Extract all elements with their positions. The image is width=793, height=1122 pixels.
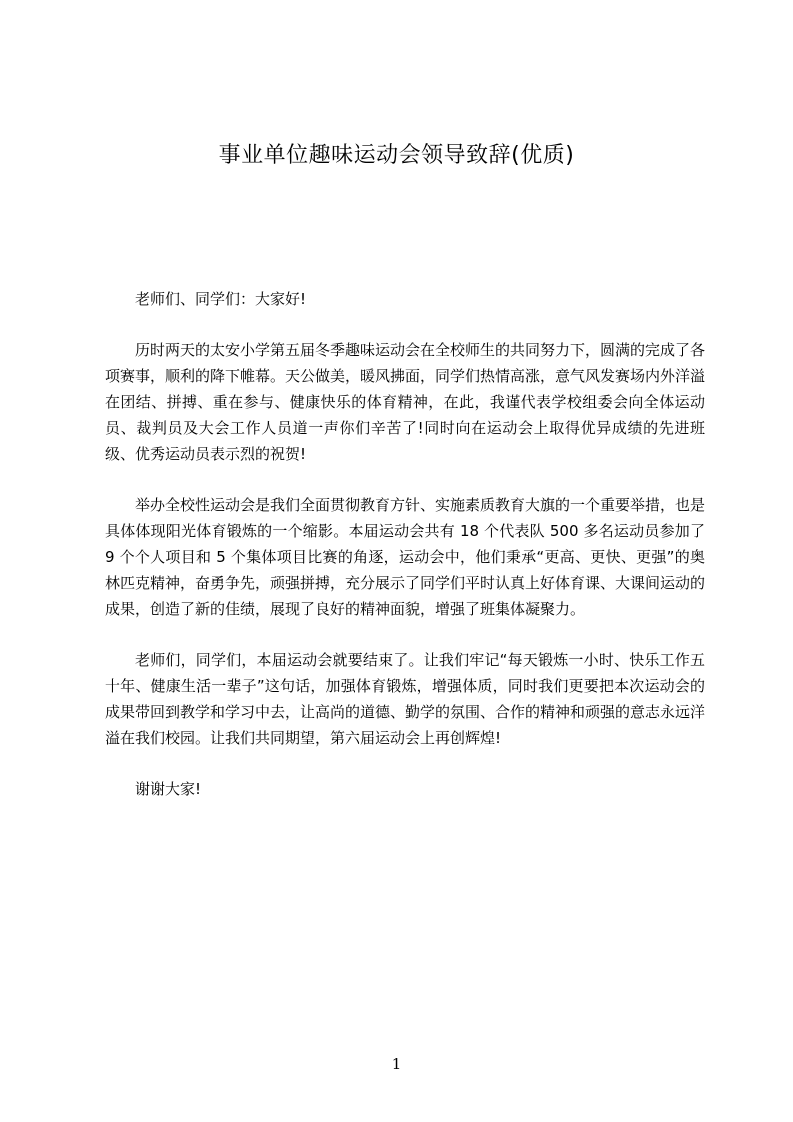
greeting-paragraph: 老师们、同学们：大家好! [135, 290, 307, 308]
document-body [105, 286, 705, 802]
body-paragraph-1: 历时两天的太安小学第五届冬季趣味运动会在全校师生的共同努力下，圆满的完成了各项赛事，顺利的降下帷幕。天公做美，暖风拂面，同学们热情高涨，意气风发赛场内外洋溢在团结、拼搏、重在参与、健康快乐的体育精神，在此，我谨代表学校组委会向全体运动员、裁判员及大会工作人员道一声你们辛苦了!同时向在运动会上取得优异成绩的先进班级、优秀运动员表示烈的祝贺! [105, 341, 706, 463]
body-paragraph-2: 举办全校性运动会是我们全面贯彻教育方针、实施素质教育大旗的一个重要举措，也是具体体现阳光体育锻炼的一个缩影。本届运动会共有 18 个代表队 500 多名运动员参加了 9 个个人项目和 5 个集体项目比赛的角逐，运动会中，他们秉承“更高、更快、更强”的奥林匹克精神，奋勇争先，顽强拼搏，充分展示了同学们平时认真上好体育课、大课间运动的成果，创造了新的佳绩，展现了良好的精神面貌，增强了班集体凝聚力。 [105, 496, 706, 618]
document-title: 事业单位趣味运动会领导致辞(优质) [218, 143, 575, 168]
page-number: 1 [391, 1055, 402, 1073]
closing-paragraph: 谢谢大家! [135, 780, 202, 798]
body-paragraph-3: 老师们，同学们，本届运动会就要结束了。让我们牢记“每天锻炼一小时、快乐工作五十年、健康生活一辈子”这句话，加强体育锻炼，增强体质，同时我们更要把本次运动会的成果带回到教学和学习中去，让高尚的道德、勤学的氛围、合作的精神和顽强的意志永远洋溢在我们校园。让我们共同期望，第六届运动会上再创辉煌! [105, 651, 706, 747]
